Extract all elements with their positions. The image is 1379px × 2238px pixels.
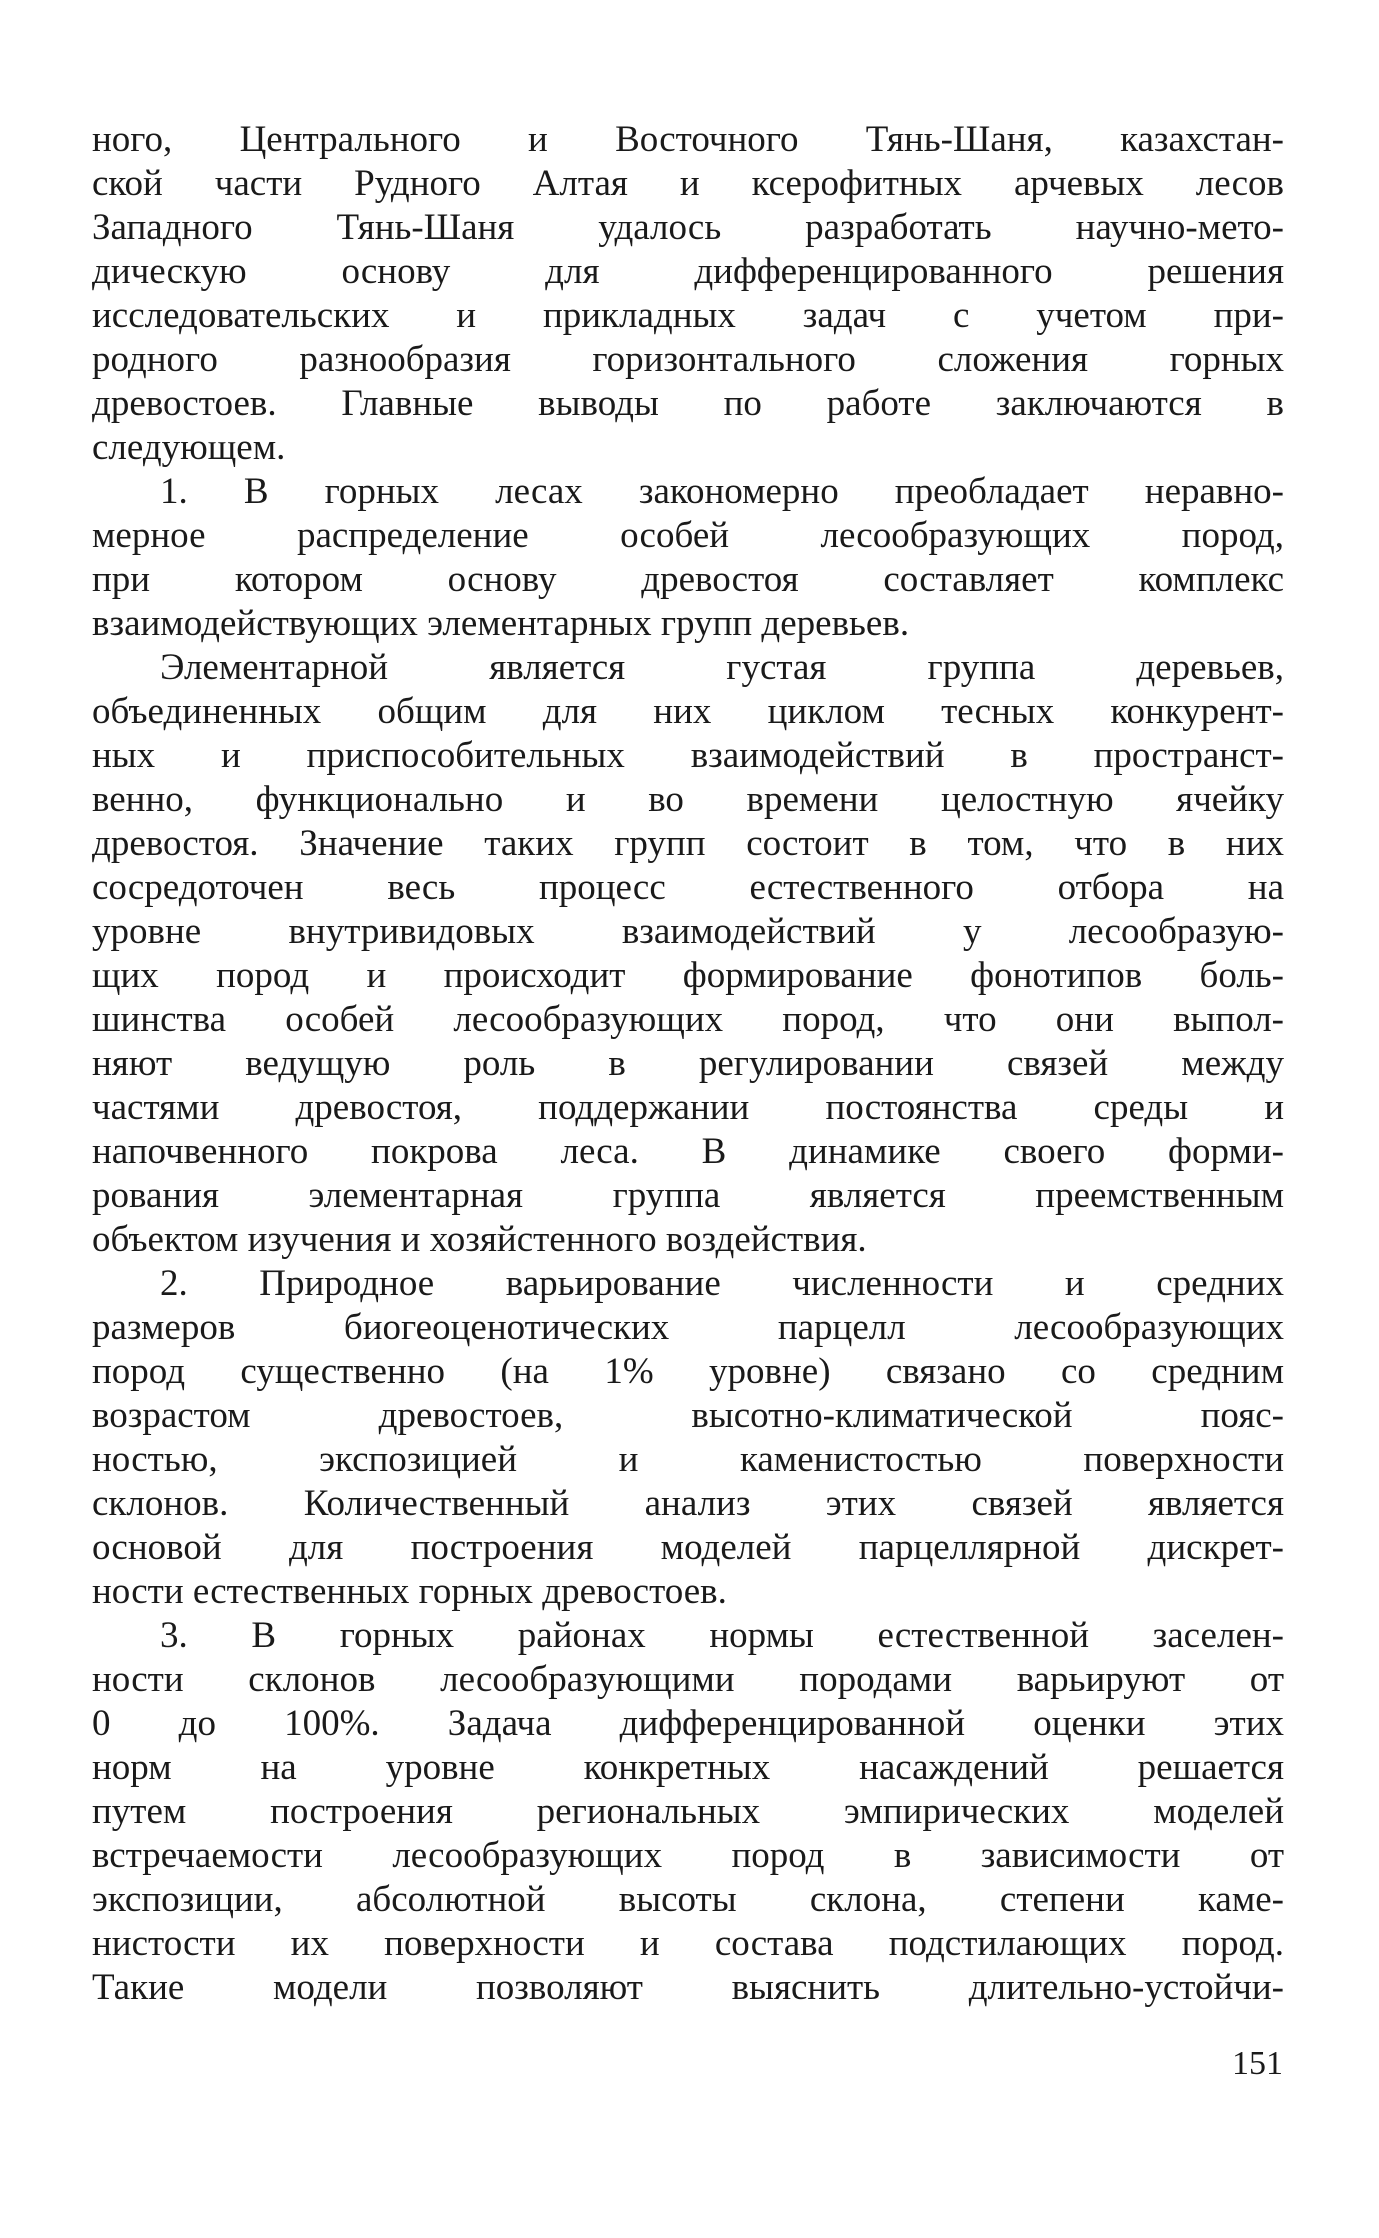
text-line: Такие модели позволяют выяснить длительно-устойчи- [92, 1967, 1284, 2008]
text-line: взаимодействующих элементарных групп деревьев. [92, 603, 910, 644]
text-line: шинства особей лесообразующих пород, что они выпол- [92, 999, 1284, 1040]
text-line: склонов. Количественный анализ этих связей является [92, 1483, 1284, 1524]
text-line: ности естественных горных древостоев. [92, 1571, 727, 1612]
text-line: сосредоточен весь процесс естественного отбора на [92, 867, 1284, 908]
text-line: 3. В горных районах нормы естественной заселен- [160, 1615, 1284, 1656]
text-line: родного разнообразия горизонтального сложения горных [92, 339, 1284, 380]
text-line: уровне внутривидовых взаимодействий у лесообразую- [92, 911, 1284, 952]
text-line: экспозиции, абсолютной высоты склона, степени каме- [92, 1879, 1284, 1920]
text-line: размеров биогеоценотических парцелл лесообразующих [92, 1307, 1284, 1348]
text-line: объектом изучения и хозяйстенного воздействия. [92, 1219, 867, 1260]
text-line: ных и приспособительных взаимодействий в пространст- [92, 735, 1284, 776]
paragraph [92, 1614, 1284, 2010]
text-line: следующем. [92, 427, 286, 468]
text-line: ного, Центрального и Восточного Тянь-Шаня, казахстан- [92, 119, 1284, 160]
text-line: щих пород и происходит формирование фонотипов боль- [92, 955, 1284, 996]
text-line: исследовательских и прикладных задач с учетом при- [92, 295, 1284, 336]
paragraph [92, 118, 1284, 470]
text-line: рования элементарная группа является преемственным [92, 1175, 1284, 1216]
page-number: 151 [1232, 2045, 1283, 2082]
text-line: напочвенного покрова леса. В динамике своего форми- [92, 1131, 1284, 1172]
text-line: ности склонов лесообразующими породами варьируют от [92, 1659, 1284, 1700]
text-line: древостоя. Значение таких групп состоит в том, что в них [92, 823, 1284, 864]
text-line: венно, функционально и во времени целостную ячейку [92, 779, 1284, 820]
text-line: встречаемости лесообразующих пород в зависимости от [92, 1835, 1284, 1876]
text-line: няют ведущую роль в регулировании связей между [92, 1043, 1284, 1084]
paragraph [92, 1262, 1284, 1614]
paragraph [92, 470, 1284, 646]
text-line: норм на уровне конкретных насаждений решается [92, 1747, 1284, 1788]
text-line: 2. Природное варьирование численности и средних [160, 1263, 1284, 1304]
text-line: 0 до 100%. Задача дифференцированной оценки этих [92, 1703, 1284, 1744]
text-line: дическую основу для дифференцированного решения [92, 251, 1284, 292]
page-body [92, 118, 1284, 2010]
text-line: Элементарной является густая группа деревьев, [160, 647, 1284, 688]
text-line: путем построения региональных эмпирических моделей [92, 1791, 1284, 1832]
text-line: 1. В горных лесах закономерно преобладает неравно- [160, 471, 1284, 512]
text-line: Западного Тянь-Шаня удалось разработать научно-мето- [92, 207, 1284, 248]
text-line: основой для построения моделей парцеллярной дискрет- [92, 1527, 1284, 1568]
text-line: возрастом древостоев, высотно-климатической пояс- [92, 1395, 1284, 1436]
paragraph [92, 646, 1284, 1262]
text-line: нистости их поверхности и состава подстилающих пород. [92, 1923, 1284, 1964]
text-line: ностью, экспозицией и каменистостью поверхности [92, 1439, 1284, 1480]
text-line: объединенных общим для них циклом тесных конкурент- [92, 691, 1284, 732]
text-line: при котором основу древостоя составляет комплекс [92, 559, 1284, 600]
text-line: мерное распределение особей лесообразующих пород, [92, 515, 1284, 556]
text-line: частями древостоя, поддержании постоянства среды и [92, 1087, 1284, 1128]
text-line: ской части Рудного Алтая и ксерофитных арчевых лесов [92, 163, 1284, 204]
text-line: древостоев. Главные выводы по работе заключаются в [92, 383, 1284, 424]
text-line: пород существенно (на 1% уровне) связано со средним [92, 1351, 1284, 1392]
